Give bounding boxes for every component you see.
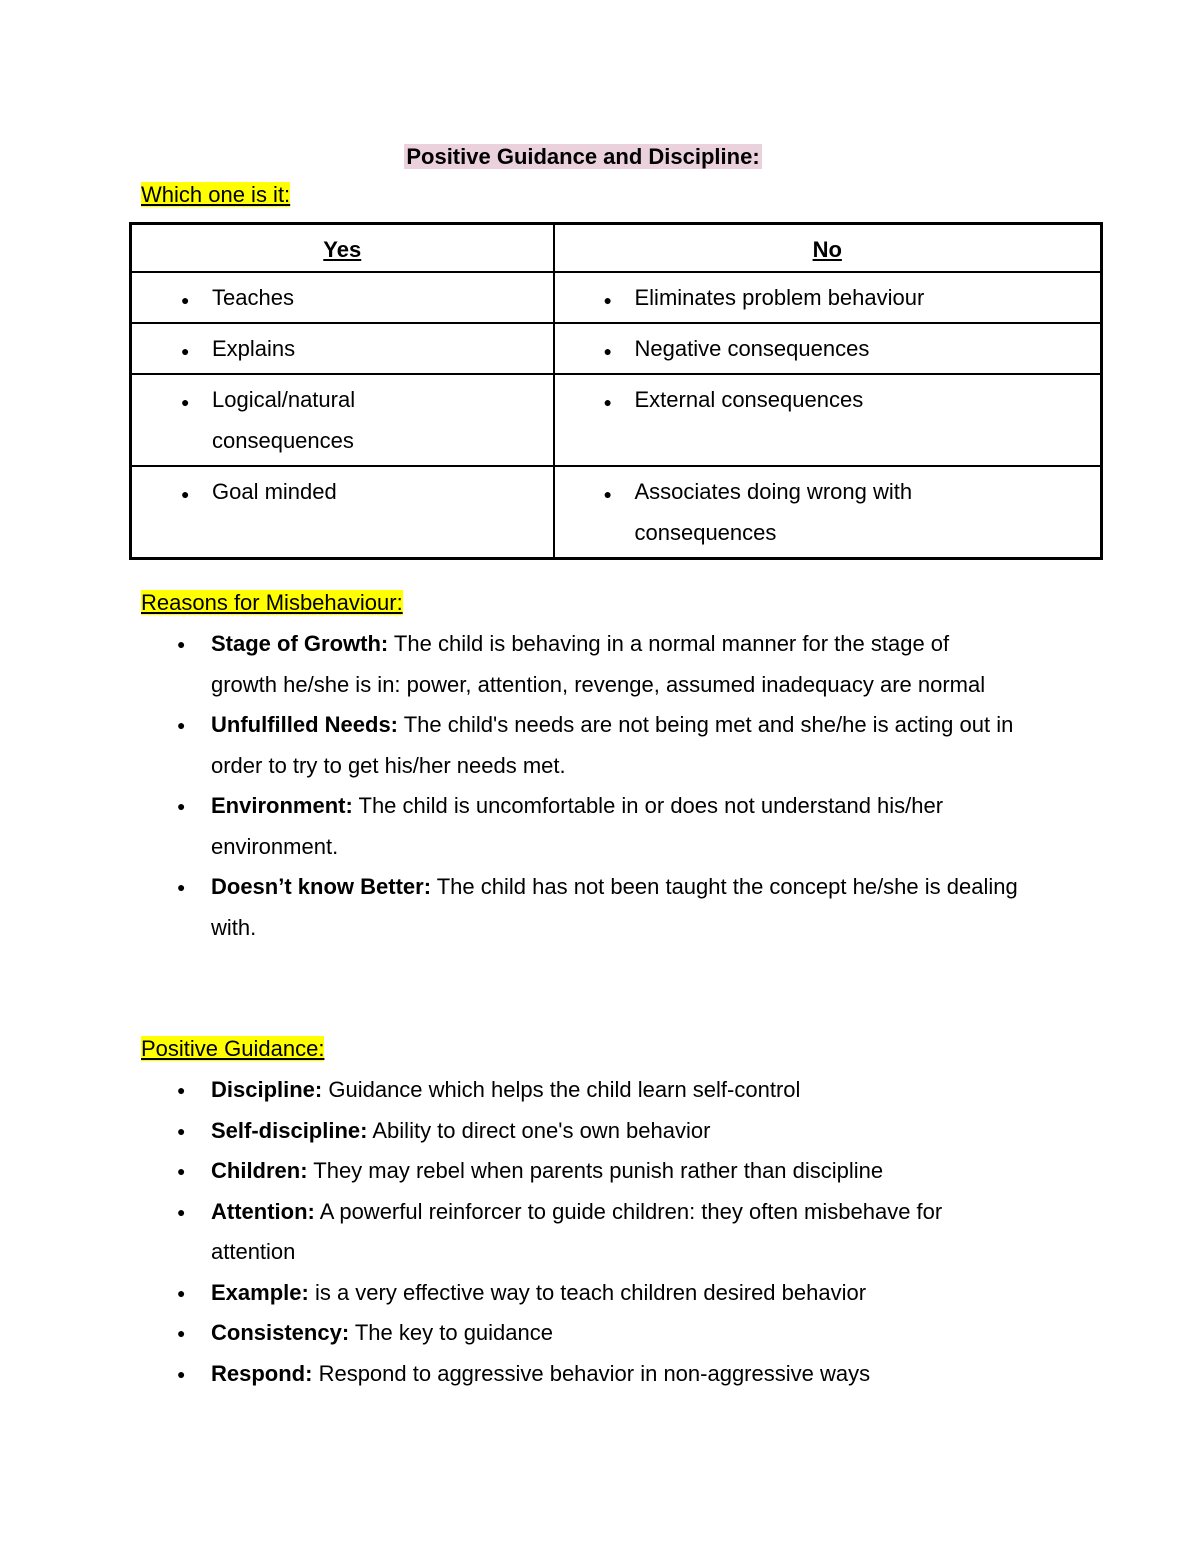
cell-text: Teaches [212, 285, 294, 310]
item-text: Respond to aggressive behavior in non-aggressive ways [312, 1360, 871, 1386]
cell-text: Explains [212, 336, 296, 361]
item-term: Self-discipline: [211, 1117, 368, 1143]
item-term: Environment: [211, 793, 353, 818]
item-text: Ability to direct one's own behavior [367, 1117, 711, 1143]
cell-text: Associates doing wrong with consequences [634, 479, 913, 545]
list-item [0, 624, 1020, 705]
page-title-text: Positive Guidance and Discipline: [406, 144, 760, 169]
bullet-icon: ● [603, 394, 612, 410]
item-term: Doesn’t know Better: [211, 874, 432, 899]
which-heading-text: Which one is it: [141, 182, 291, 207]
list-item [0, 1070, 1020, 1111]
table-cell [131, 374, 554, 466]
cell-text: Goal minded [212, 479, 337, 504]
cell-text: Negative consequences [634, 336, 870, 361]
bullet-icon: ● [181, 394, 190, 410]
item-text: They may rebel when parents punish rather than discipline [307, 1158, 884, 1183]
reasons-heading [141, 589, 403, 617]
table-cell [554, 466, 1102, 559]
table-cell [554, 323, 1102, 374]
list-item [0, 1273, 1020, 1314]
bullet-icon: ● [603, 486, 612, 502]
guidance-list [0, 1070, 1020, 1394]
table-cell [131, 323, 554, 374]
positive-guidance-heading [141, 1035, 324, 1063]
table-cell [131, 466, 554, 559]
bullet-icon: ● [177, 1082, 186, 1098]
reasons-list [0, 624, 1020, 948]
list-item [0, 1111, 1020, 1152]
bullet-icon: ● [181, 292, 190, 308]
header-yes [131, 224, 554, 273]
bullet-icon: ● [177, 717, 186, 733]
bullet-icon: ● [177, 1163, 186, 1179]
list-item [0, 1151, 1020, 1192]
item-term: Stage of Growth: [211, 631, 389, 656]
yes-no-table [129, 222, 1103, 560]
bullet-icon: ● [177, 1365, 186, 1382]
item-text: The child is uncomfortable in or does not understand his/her environment. [211, 793, 944, 859]
bullet-icon: ● [603, 292, 612, 308]
item-text: A powerful reinforcer to guide children: they often misbehave for attention [211, 1198, 943, 1264]
bullet-icon: ● [177, 1284, 186, 1301]
item-text: Guidance which helps the child learn self-control [322, 1077, 801, 1102]
item-term: Children: [211, 1158, 308, 1183]
item-term: Discipline: [211, 1077, 323, 1102]
item-term: Respond: [211, 1360, 313, 1386]
item-text: The child is behaving in a normal manner for the stage of growth he/she is in: power, attention, revenge, assumed inadequacy are normal [211, 631, 986, 697]
bullet-icon: ● [177, 798, 186, 814]
item-term: Consistency: [211, 1320, 350, 1345]
list-item [0, 1313, 1020, 1354]
list-item [0, 867, 1020, 948]
item-text: The key to guidance [349, 1320, 553, 1345]
bullet-icon: ● [177, 879, 186, 895]
header-yes-label: Yes [323, 237, 362, 262]
item-text: The child's needs are not being met and she/he is acting out in order to try to get his/her needs met. [211, 712, 1014, 778]
list-item [0, 1354, 1020, 1395]
which-heading [141, 181, 290, 209]
bullet-icon: ● [603, 343, 612, 359]
positive-guidance-heading-text: Positive Guidance: [141, 1036, 325, 1061]
list-item [0, 705, 1020, 786]
cell-text: Eliminates problem behaviour [634, 285, 925, 310]
table-cell [554, 272, 1102, 323]
page-title [0, 143, 1166, 171]
item-term: Attention: [211, 1198, 315, 1224]
list-item [0, 786, 1020, 867]
bullet-icon: ● [181, 343, 190, 359]
item-term: Example: [211, 1279, 309, 1305]
item-term: Unfulfilled Needs: [211, 712, 399, 737]
list-item [0, 1192, 1020, 1273]
header-no [554, 224, 1102, 273]
item-text: is a very effective way to teach children desired behavior [308, 1279, 867, 1305]
cell-text: Logical/natural consequences [212, 387, 356, 453]
bullet-icon: ● [177, 1203, 186, 1220]
table-cell [131, 272, 554, 323]
bullet-icon: ● [177, 1122, 186, 1139]
cell-text: External consequences [634, 387, 864, 412]
bullet-icon: ● [181, 486, 190, 502]
header-no-label: No [812, 237, 842, 262]
reasons-heading-text: Reasons for Misbehaviour: [141, 590, 403, 615]
bullet-icon: ● [177, 636, 186, 652]
item-text: The child has not been taught the concept he/she is dealing with. [211, 874, 1018, 940]
table-cell [554, 374, 1102, 466]
bullet-icon: ● [177, 1325, 186, 1341]
